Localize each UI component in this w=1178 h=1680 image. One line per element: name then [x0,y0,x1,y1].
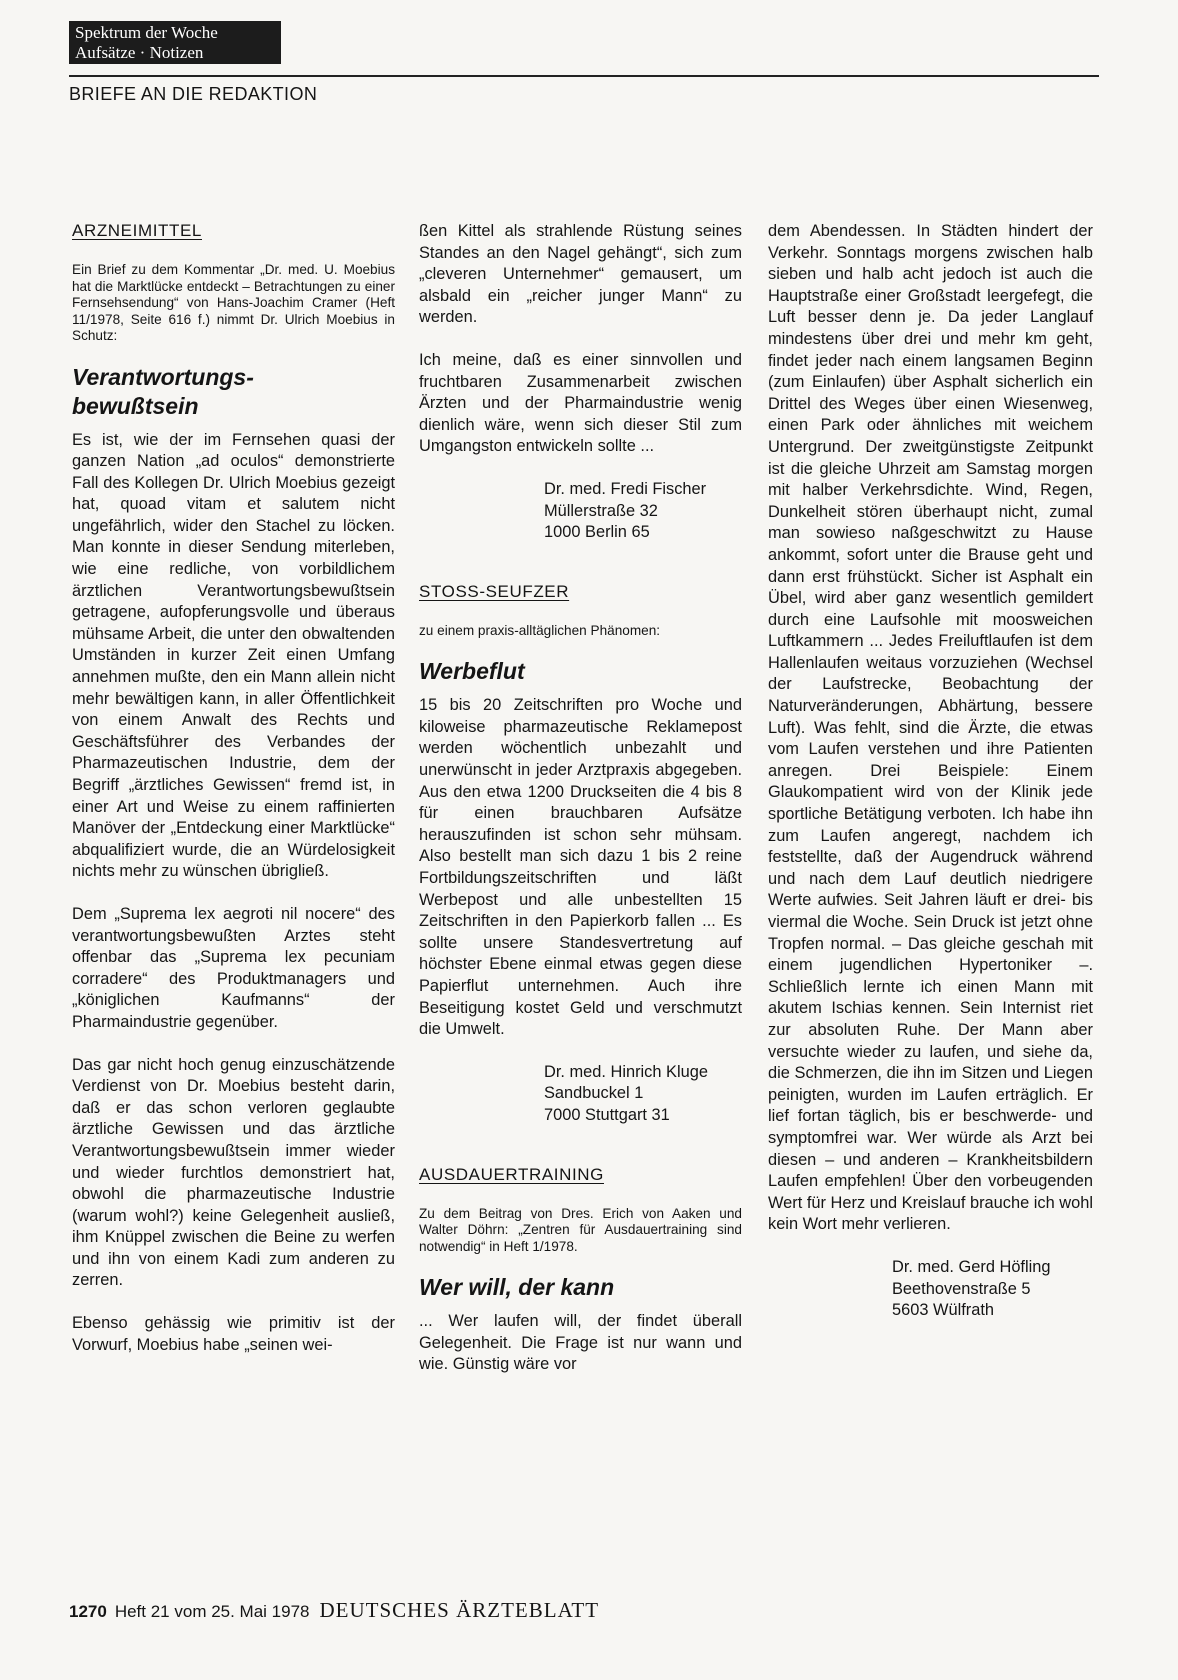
letter-1-paragraph-5: Ich meine, daß es einer sinnvollen und fruchtbaren Zusammenarbeit zwischen Ärzten und der Pharmaindustrie wenig dienlich wäre, wenn sich dieser Stil zum Umgangston entwickeln sollte ... [419,350,742,456]
signature-city: 7000 Stuttgart 31 [544,1105,670,1124]
header-rule [69,75,1099,77]
letter-1-rubric: ARZNEIMITTEL [72,221,202,240]
letter-2-intro: zu einem praxis-alltäglichen Phänomen: [419,622,661,638]
signature-street: Beethovenstraße 5 [892,1279,1031,1298]
signature-city: 1000 Berlin 65 [544,523,650,542]
letter-1-paragraph-2: Dem „Suprema lex aegroti nil nocere“ des verantwortungsbewußten Arztes steht offenbar das „Suprema lex pecuniam corradere“ des Produktmanagers und „königlichen Kaufmanns“ der Pharmaindustrie gegenüber. [72,904,395,1031]
page-footer [69,1598,599,1623]
column-1 [72,220,395,1377]
signature-street: Sandbuckel 1 [544,1084,644,1103]
column-2 [419,221,742,1397]
letter-1-intro: Ein Brief zu dem Kommentar „Dr. med. U. Moebius hat die Marktlücke entdeckt – Betrachtungen zu einer Fernsehsendung“ von Hans-Joachim Cramer (Heft 11/1978, Seite 616 f.) nimmt Dr. Ulrich Moebius in Schutz: [72,262,395,343]
letter-2-rubric: STOSS-SEUFZER [419,581,570,601]
letter-1-paragraph-4a: Ebenso gehässig wie primitiv ist der Vorwurf, Moebius habe „seinen wei- [72,1314,395,1354]
badge-line-2: Aufsätze · Notizen [75,43,204,62]
journal-title: DEUTSCHES ÄRZTEBLATT [319,1598,600,1622]
badge-line-1: Spektrum der Woche [75,23,218,42]
letter-2-paragraph-1: 15 bis 20 Zeitschriften pro Woche und kiloweise pharmazeutische Reklamepost werden wöchentlich unbezahlt und unerwünscht in jeder Arztpraxis abgegeben. Aus den etwa 1200 Druckseiten die 4 bis 8 für einen brauchbaren Aufsätze herauszufinden ist schon sehr mühsam. Also bestellt man sich dazu 1 bis 2 reine Fortbildungszeitschriften und läßt Werbepost und alle unbestellten 15 Zeitschriften in den Papierkorb fallen ... Es sollte unsere Standesvertretung auf höchster Ebene einmal etwas gegen diese Papierflut unternehmen. Auch ihre Beseitigung kostet Geld und verschmutzt die Umwelt. [419,696,742,1039]
letter-1-headline: Verantwortungs- bewußtsein [72,363,254,419]
signature-name: Dr. med. Hinrich Kluge [544,1062,708,1081]
signature-name: Dr. med. Gerd Höfling [892,1257,1051,1276]
signature-street: Müllerstraße 32 [544,501,658,520]
letter-3-paragraph-1a: ... Wer laufen will, der findet überall Gelegenheit. Die Frage ist nur wann und wie. Günstig wäre vor [419,1312,742,1374]
letter-1-paragraph-3: Das gar nicht hoch genug einzuschätzende Verdienst von Dr. Moebius besteht darin, daß er das schon verloren geglaubte ärztliche Gewissen und das ärztliche Verantwortungsbewußtsein immer wieder und wieder furchtlos demonstriert hat, obwohl die pharmazeutische Industrie (warum wohl?) keine Gelegenheit ausließ, ihm Knüppel zwischen die Beine zu werfen und ihn von einem Kadi zum anderen zu zerren. [72,1055,395,1290]
letter-3-signature [768,1257,1093,1322]
letter-1-paragraph-1: Es ist, wie der im Fernsehen quasi der ganzen Nation „ad oculos“ demonstrierte Fall des Kollegen Dr. Ulrich Moebius gezeigt hat, quoad vitam et salutem nicht ungefährlich, wider den Stachel zu löcken. Man konnte in dieser Sendung miterleben, wie eine redliche, von vorbildlichem ärztlichen Verantwortungsbewußtsein getragene, aufopferungsvolle und überaus mühsame Arbeit, die unter den obwaltenden Umständen in kurzer Zeit einen Umfang annehmen mußte, den ein Mann allein nicht mehr bewältigen kann, in aller Öffentlichkeit von einem Anwalt des Rechts und Geschäftsführer des Verbandes der Pharmazeutischen Industrie, dem der Begriff „ärztliches Gewissen“ fremd ist, in einer Art und Weise zu einem raffinierten Manöver der „Entdeckung einer Marktlücke“ abqualifiziert wurde, die an Würdelosigkeit nichts mehr zu wünschen übrigließ. [72,430,395,881]
column-3 [768,221,1093,1359]
letter-3-rubric: AUSDAUERTRAINING [419,1164,604,1184]
issue-info: Heft 21 vom 25. Mai 1978 [114,1602,310,1621]
section-badge [69,21,281,64]
letter-1-signature [419,479,742,544]
letter-2-signature [419,1062,742,1127]
letter-3-intro: Zu dem Beitrag von Dres. Erich von Aaken und Walter Döhrn: „Zentren für Ausdauertraining sind notwendig“ in Heft 1/1978. [419,1205,742,1254]
signature-name: Dr. med. Fredi Fischer [544,479,707,498]
letter-1-paragraph-4b: ßen Kittel als strahlende Rüstung seines Standes an den Nagel gehängt“, sich zum „cleveren Unternehmer“ gemausert, um alsbald ein „reicher junger Mann“ zu werden. [419,222,742,327]
signature-city: 5603 Wülfrath [892,1301,995,1320]
letter-3-paragraph-1b: dem Abendessen. In Städten hindert der Verkehr. Sonntags morgens zwischen halb sieben und halb acht jedoch ist auch die Hauptstraße einer Großstadt leergefegt, die Luft besser denn je. Da jeder Langlauf mindestens über drei und mehr km geht, findet jeder nach einem langsamen Beginn (zum Einlaufen) über Asphalt sicherlich ein Drittel des Weges über einen Wiesenweg, einen Park oder ähnliches mit weichem Untergrund. Der zweitgünstigste Zeitpunkt ist die gleiche Uhrzeit am Samstag morgen mit halber Verkehrsdichte. Wind, Regen, Dunkelheit stören überhaupt nicht, zumal man sowieso naßgeschwitzt zu Hause ankommt, sofort unter die Brause geht und dann erst frühstückt. Sicher ist Asphalt ein Übel, wird aber ganz wesentlich gemildert durch eine Laufsohle mit moosweichen Luftkammern ... Jedes Freiluftlaufen ist dem Hallenlaufen weitaus vorzuziehen (Wechsel der Laufstrecke, Beobachtung der Naturveränderungen, Abhärtung, bessere Luft). Was fehlt, sind die Ärzte, die etwas vom Laufen verstehen und ihre Patienten anregen. Drei Beispiele: Einem Glaukompatient wird von der Klinik jede sportliche Betätigung verboten. Ich habe ihn zum Laufen angeregt, nachdem ich feststellte, daß der Augendruck während und nach dem Lauf deutlich niedrigere Werte aufwies. Seit Jahren läuft er drei- bis viermal die Woche. Sein Druck ist jetzt ohne Tropfen normal. – Das gleiche geschah mit einem jugendlichen Hypertoniker –. Schließlich lernte ich einen Mann mit akutem Ischias kennen. Sein Internist riet zur absoluten Ruhe. Der Mann aber versuchte wieder zu laufen, und siehe da, die Schmerzen, die ihn im Sitzen und Liegen peinigten, wurden im Laufen erträglich. Er lief fortan täglich, bis er beschwerde- und symptomfrei war. Wer würde als Arzt bei diesen – und anderen – Krankheitsbildern Laufen empfehlen! Über den vorbeugenden Wert für Herz und Kreislauf brauche ich wohl kein Wort mehr verlieren. [768,222,1093,1234]
page-number: 1270 [69,1602,107,1621]
letter-3-headline: Wer will, der kann [419,1274,615,1300]
letter-2-headline: Werbeflut [419,658,525,685]
section-title: BRIEFE AN DIE REDAKTION [69,84,318,104]
